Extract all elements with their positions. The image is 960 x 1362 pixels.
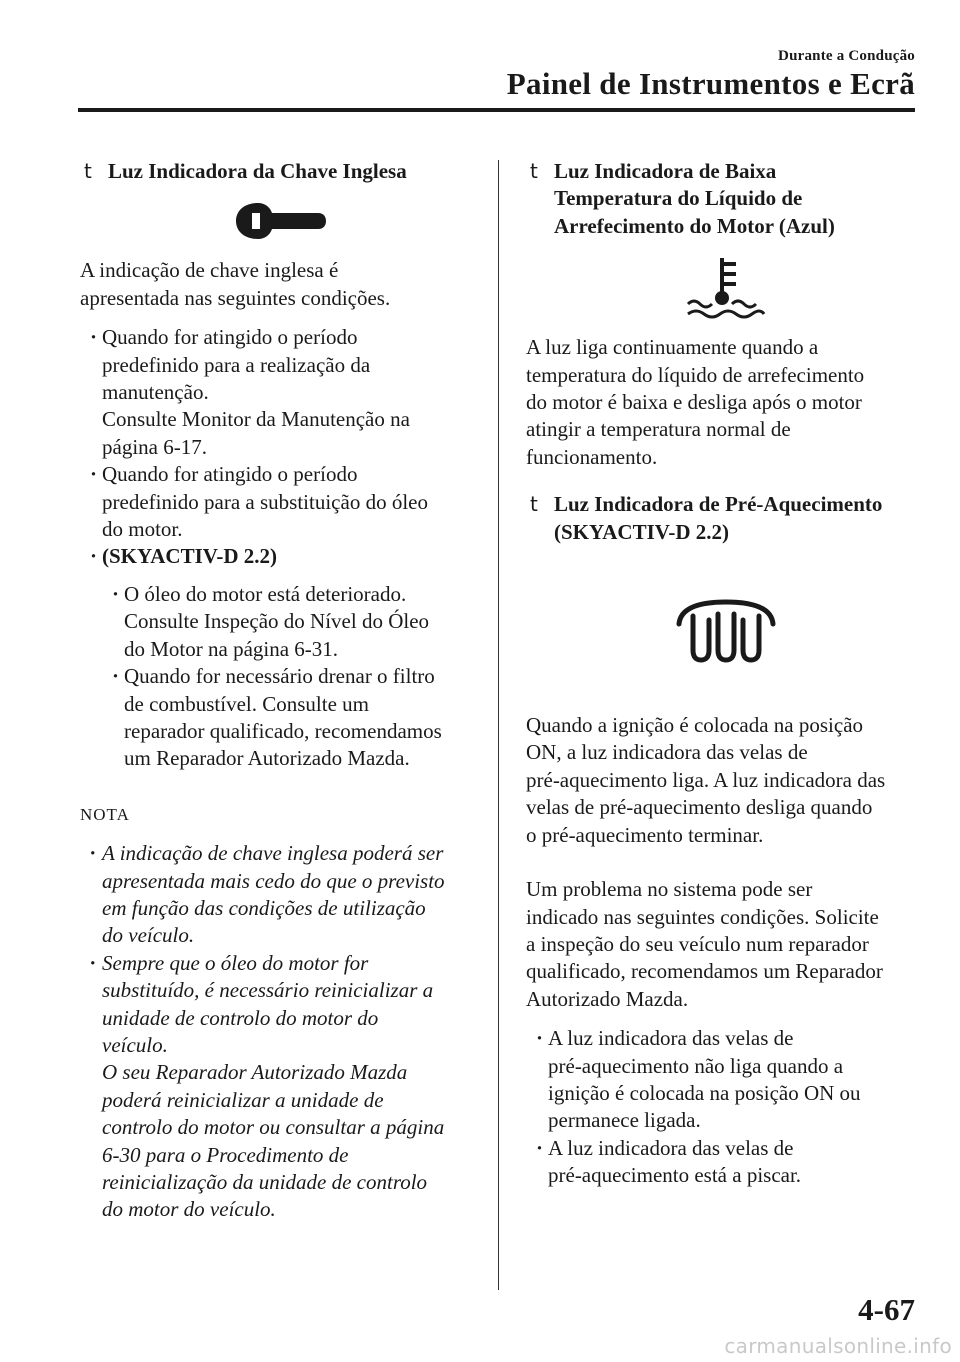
- text-line: veículo.: [102, 1032, 168, 1057]
- coolant-icon-container: [526, 254, 926, 324]
- text-line: predefinido para a substituição do óleo: [102, 489, 428, 514]
- heading-coolant-light: [526, 158, 926, 240]
- glow-plug-paragraph: [526, 712, 926, 849]
- text-line: de combustível. Consulte um: [124, 691, 369, 716]
- text-line: A indicação de chave inglesa é: [80, 258, 339, 283]
- text-line: pré-aquecimento está a piscar.: [548, 1163, 802, 1188]
- text-line: do veículo.: [102, 923, 195, 948]
- text-line: a inspeção do seu veículo num reparador: [526, 931, 869, 956]
- text-line: Luz Indicadora de Pré-Aquecimento: [554, 492, 883, 517]
- text-line: um Reparador Autorizado Mazda.: [124, 746, 410, 771]
- page-title: Painel de Instrumentos e Ecrã: [506, 66, 915, 101]
- text-line: Quando a ignição é colocada na posição: [526, 713, 864, 738]
- header-section: Durante a Condução: [778, 48, 915, 64]
- bullet-mark: t: [84, 159, 92, 183]
- nota-list: [80, 840, 480, 1224]
- text-line: o pré-aquecimento terminar.: [526, 822, 764, 847]
- text-line: página 6-17.: [102, 434, 207, 459]
- text-line: temperatura do líquido de arrefecimento: [526, 362, 865, 387]
- problem-paragraph: [526, 876, 926, 1013]
- text-line: substituído, é necessário reinicializar a: [102, 978, 434, 1003]
- text-line: A indicação de chave inglesa poderá ser: [102, 841, 444, 866]
- bullet-mark: t: [530, 492, 538, 517]
- text-line: ON, a luz indicadora das velas de: [526, 740, 808, 765]
- text-line: indicado nas seguintes condições. Solicite: [526, 904, 879, 929]
- list-item: [80, 840, 480, 950]
- problem-list: [526, 1025, 926, 1189]
- bullet-mark: t: [530, 159, 538, 183]
- text-line: Consulte Monitor da Manutenção na: [102, 407, 410, 432]
- heading-glow-plug-light: [526, 491, 926, 546]
- text-line: 6-30 para o Procedimento de: [102, 1142, 349, 1167]
- header-rule: [78, 108, 915, 112]
- list-item: [102, 581, 480, 663]
- glow-plug-icon-container: [526, 596, 926, 666]
- text-line: O seu Reparador Autorizado Mazda: [102, 1060, 408, 1085]
- text-line: do motor.: [102, 517, 183, 542]
- wrench-icon: [230, 199, 330, 243]
- glow-plug-icon: [671, 596, 781, 666]
- text-line: controlo do motor ou consultar a página: [102, 1115, 445, 1140]
- text-line: Quando for necessário drenar o filtro: [124, 664, 435, 689]
- text-line: apresentada nas seguintes condições.: [80, 285, 391, 310]
- right-column: [526, 158, 926, 1190]
- list-item: [526, 1135, 926, 1190]
- text-line: O óleo do motor está deteriorado.: [124, 581, 407, 606]
- wrench-icon-container: [80, 199, 480, 243]
- text-line: A luz indicadora das velas de: [548, 1026, 794, 1051]
- text-line: Sempre que o óleo do motor for: [102, 950, 369, 975]
- text-line: do motor é baixa e desliga após o motor: [526, 390, 862, 415]
- text-line: funcionamento.: [526, 444, 658, 469]
- list-item: [526, 1025, 926, 1135]
- text-line: do Motor na página 6-31.: [124, 636, 339, 661]
- heading-text: Luz Indicadora da Chave Inglesa: [108, 159, 407, 183]
- list-item: [80, 543, 480, 570]
- left-column: [80, 158, 480, 1224]
- nota-label: NOTA: [80, 804, 130, 824]
- list-item: [80, 461, 480, 543]
- text-line: pré-aquecimento não liga quando a: [548, 1053, 844, 1078]
- text-line: Luz Indicadora de Baixa: [554, 159, 777, 183]
- text-line: apresentada mais cedo do que o previsto: [102, 868, 445, 893]
- text-line: Um problema no sistema pode ser: [526, 877, 813, 902]
- text-line: reinicialização da unidade de controlo: [102, 1170, 428, 1194]
- text-line: pré-aquecimento liga. A luz indicadora das: [526, 767, 886, 792]
- text-line: A luz liga continuamente quando a: [526, 335, 819, 360]
- text-line: (SKYACTIV-D 2.2): [554, 519, 730, 544]
- skyactiv-sublist: [102, 581, 480, 773]
- text-line: em função das condições de utilização: [102, 895, 426, 920]
- heading-wrench-light: [80, 158, 480, 185]
- text-line: Quando for atingido o período: [102, 325, 358, 350]
- condition-list: [80, 324, 480, 571]
- text-line: poderá reinicializar a unidade de: [102, 1087, 384, 1112]
- column-divider: [498, 160, 499, 1290]
- page-number: 4-67: [858, 1292, 915, 1327]
- text-line: unidade de controlo do motor do: [102, 1005, 379, 1030]
- text-line: Consulte Inspeção do Nível do Óleo: [124, 609, 430, 634]
- text-line: Quando for atingido o período: [102, 462, 358, 487]
- text-line: A luz indicadora das velas de: [548, 1135, 794, 1160]
- intro-paragraph: [80, 257, 480, 312]
- text-line: do motor do veículo.: [102, 1197, 276, 1222]
- text-line: Autorizado Mazda.: [526, 986, 689, 1011]
- text-line: reparador qualificado, recomendamos: [124, 718, 442, 743]
- text-line: velas de pré-aquecimento desliga quando: [526, 795, 873, 820]
- coolant-temperature-icon: [684, 254, 768, 324]
- text-line: Temperatura do Líquido de: [554, 186, 803, 211]
- text-line: qualificado, recomendamos um Reparador: [526, 959, 883, 984]
- text-line: (SKYACTIV-D 2.2): [102, 544, 278, 569]
- text-line: manutenção.: [102, 380, 209, 405]
- list-item: [80, 324, 480, 461]
- text-line: atingir a temperatura normal de: [526, 417, 791, 442]
- footer-url: carmanualsonline.info: [724, 1334, 952, 1358]
- text-line: Arrefecimento do Motor (Azul): [554, 213, 835, 238]
- text-line: ignição é colocada na posição ON ou: [548, 1080, 861, 1105]
- list-item: [80, 950, 480, 1224]
- list-item: [102, 663, 480, 773]
- text-line: predefinido para a realização da: [102, 352, 371, 377]
- coolant-paragraph: [526, 334, 926, 471]
- text-line: permanece ligada.: [548, 1108, 701, 1133]
